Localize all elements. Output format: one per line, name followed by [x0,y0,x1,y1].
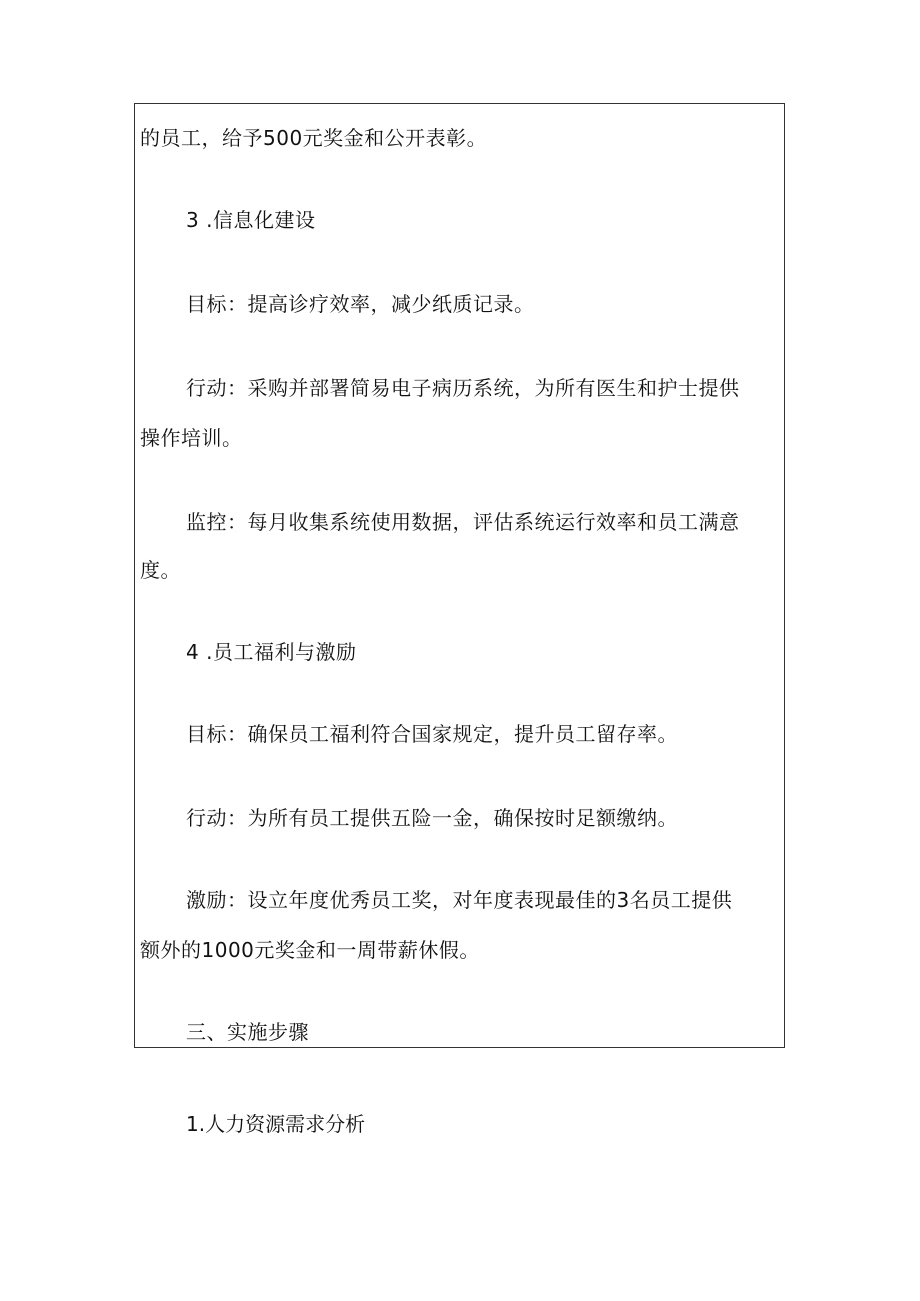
section-heading-benefits: 4 .员工福利与激励 [186,640,357,664]
incentive-line-benefits: 激励：设立年度优秀员工奖，对年度表现最佳的3名员工提供 [186,888,733,912]
subsection-heading-hr-analysis: 1.人力资源需求分析 [186,1112,366,1136]
action-line-informatization-cont: 操作培训。 [140,426,243,450]
chapter-heading-implementation: 三、实施步骤 [186,1020,309,1044]
text-line-awards: 的员工，给予500元奖金和公开表彰。 [140,126,488,150]
goal-line-informatization: 目标：提高诊疗效率，减少纸质记录。 [186,292,535,316]
section-heading-informatization: 3 .信息化建设 [186,208,316,232]
goal-line-benefits: 目标：确保员工福利符合国家规定，提升员工留存率。 [186,722,678,746]
monitor-line-informatization: 监控：每月收集系统使用数据，评估系统运行效率和员工满意 [186,510,740,534]
incentive-line-benefits-cont: 额外的1000元奖金和一周带薪休假。 [140,938,480,962]
monitor-line-informatization-cont: 度。 [140,558,181,582]
action-line-benefits: 行动：为所有员工提供五险一金，确保按时足额缴纳。 [186,806,678,830]
action-line-informatization: 行动：采购并部署简易电子病历系统，为所有医生和护士提供 [186,376,740,400]
